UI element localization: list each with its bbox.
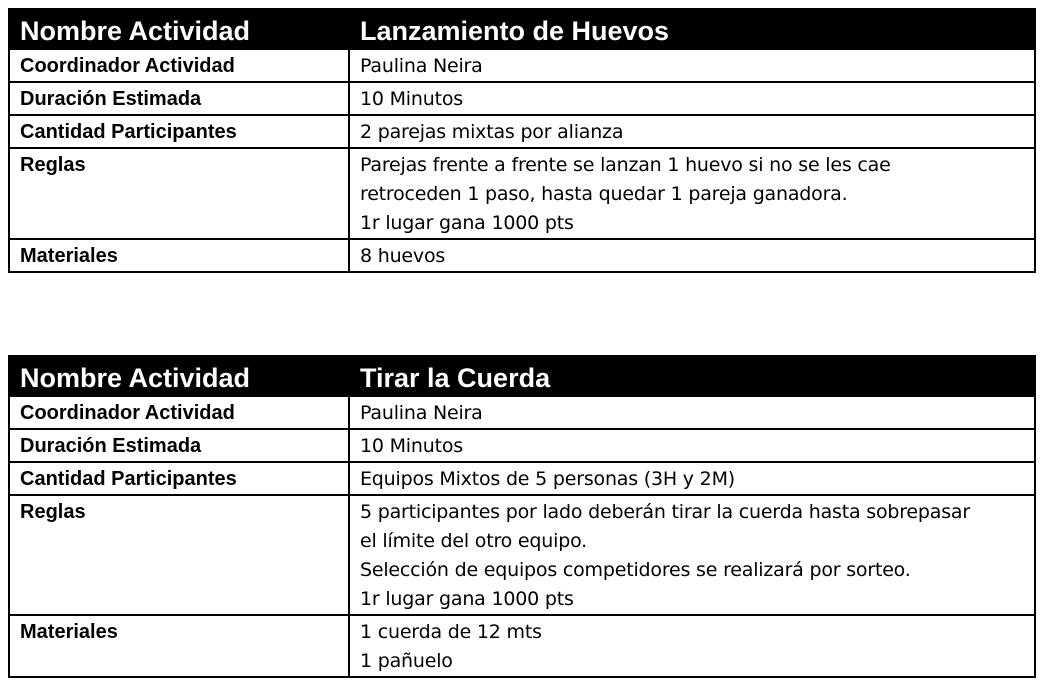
row-duracion xyxy=(9,429,1035,462)
header-label: Nombre Actividad xyxy=(9,9,349,49)
row-value xyxy=(349,148,1035,239)
activity-name: Lanzamiento de Huevos xyxy=(349,9,1035,49)
value-line: 1 pañuelo xyxy=(360,650,453,672)
value-line: retroceden 1 paso, hasta quedar 1 pareja ganadora. xyxy=(360,183,848,205)
row-cantidad xyxy=(9,462,1035,495)
row-value xyxy=(349,495,1035,615)
row-cantidad xyxy=(9,115,1035,148)
row-value xyxy=(349,239,1035,272)
row-value xyxy=(349,115,1035,148)
table-header-row xyxy=(9,356,1035,396)
value-line: Paulina Neira xyxy=(360,402,483,424)
row-value xyxy=(349,82,1035,115)
value-line: 1 cuerda de 12 mts xyxy=(360,621,542,643)
row-duracion xyxy=(9,82,1035,115)
value-line: el límite del otro equipo. xyxy=(360,530,587,552)
activity-table-lanzamiento-de-huevos xyxy=(8,8,1036,273)
value-line: Parejas frente a frente se lanzan 1 huevo si no se les cae xyxy=(360,154,891,176)
value-line: Equipos Mixtos de 5 personas (3H y 2M) xyxy=(360,468,735,490)
row-label: Cantidad Participantes xyxy=(9,115,349,148)
row-materiales xyxy=(9,239,1035,272)
row-reglas xyxy=(9,495,1035,615)
value-line: 5 participantes por lado deberán tirar la cuerda hasta sobrepasar xyxy=(360,501,970,523)
value-line: Selección de equipos competidores se realizará por sorteo. xyxy=(360,559,911,581)
row-coordinador xyxy=(9,396,1035,429)
row-label: Materiales xyxy=(9,239,349,272)
row-label: Duración Estimada xyxy=(9,82,349,115)
value-line: 2 parejas mixtas por alianza xyxy=(360,121,624,143)
value-line: 1r lugar gana 1000 pts xyxy=(360,588,574,610)
row-value xyxy=(349,49,1035,82)
row-label: Coordinador Actividad xyxy=(9,49,349,82)
value-line: 10 Minutos xyxy=(360,435,463,457)
row-value xyxy=(349,615,1035,677)
header-label: Nombre Actividad xyxy=(9,356,349,396)
value-line: 10 Minutos xyxy=(360,88,463,110)
row-label: Cantidad Participantes xyxy=(9,462,349,495)
row-value xyxy=(349,429,1035,462)
row-label: Duración Estimada xyxy=(9,429,349,462)
row-label: Reglas xyxy=(9,148,349,239)
row-reglas xyxy=(9,148,1035,239)
row-label: Coordinador Actividad xyxy=(9,396,349,429)
value-line: 1r lugar gana 1000 pts xyxy=(360,212,574,234)
row-value xyxy=(349,396,1035,429)
row-label: Reglas xyxy=(9,495,349,615)
value-line: Paulina Neira xyxy=(360,55,483,77)
row-materiales xyxy=(9,615,1035,677)
value-line: 8 huevos xyxy=(360,245,446,267)
table-header-row xyxy=(9,9,1035,49)
activity-name: Tirar la Cuerda xyxy=(349,356,1035,396)
activity-table-tirar-la-cuerda xyxy=(8,355,1036,678)
row-label: Materiales xyxy=(9,615,349,677)
row-value xyxy=(349,462,1035,495)
row-coordinador xyxy=(9,49,1035,82)
